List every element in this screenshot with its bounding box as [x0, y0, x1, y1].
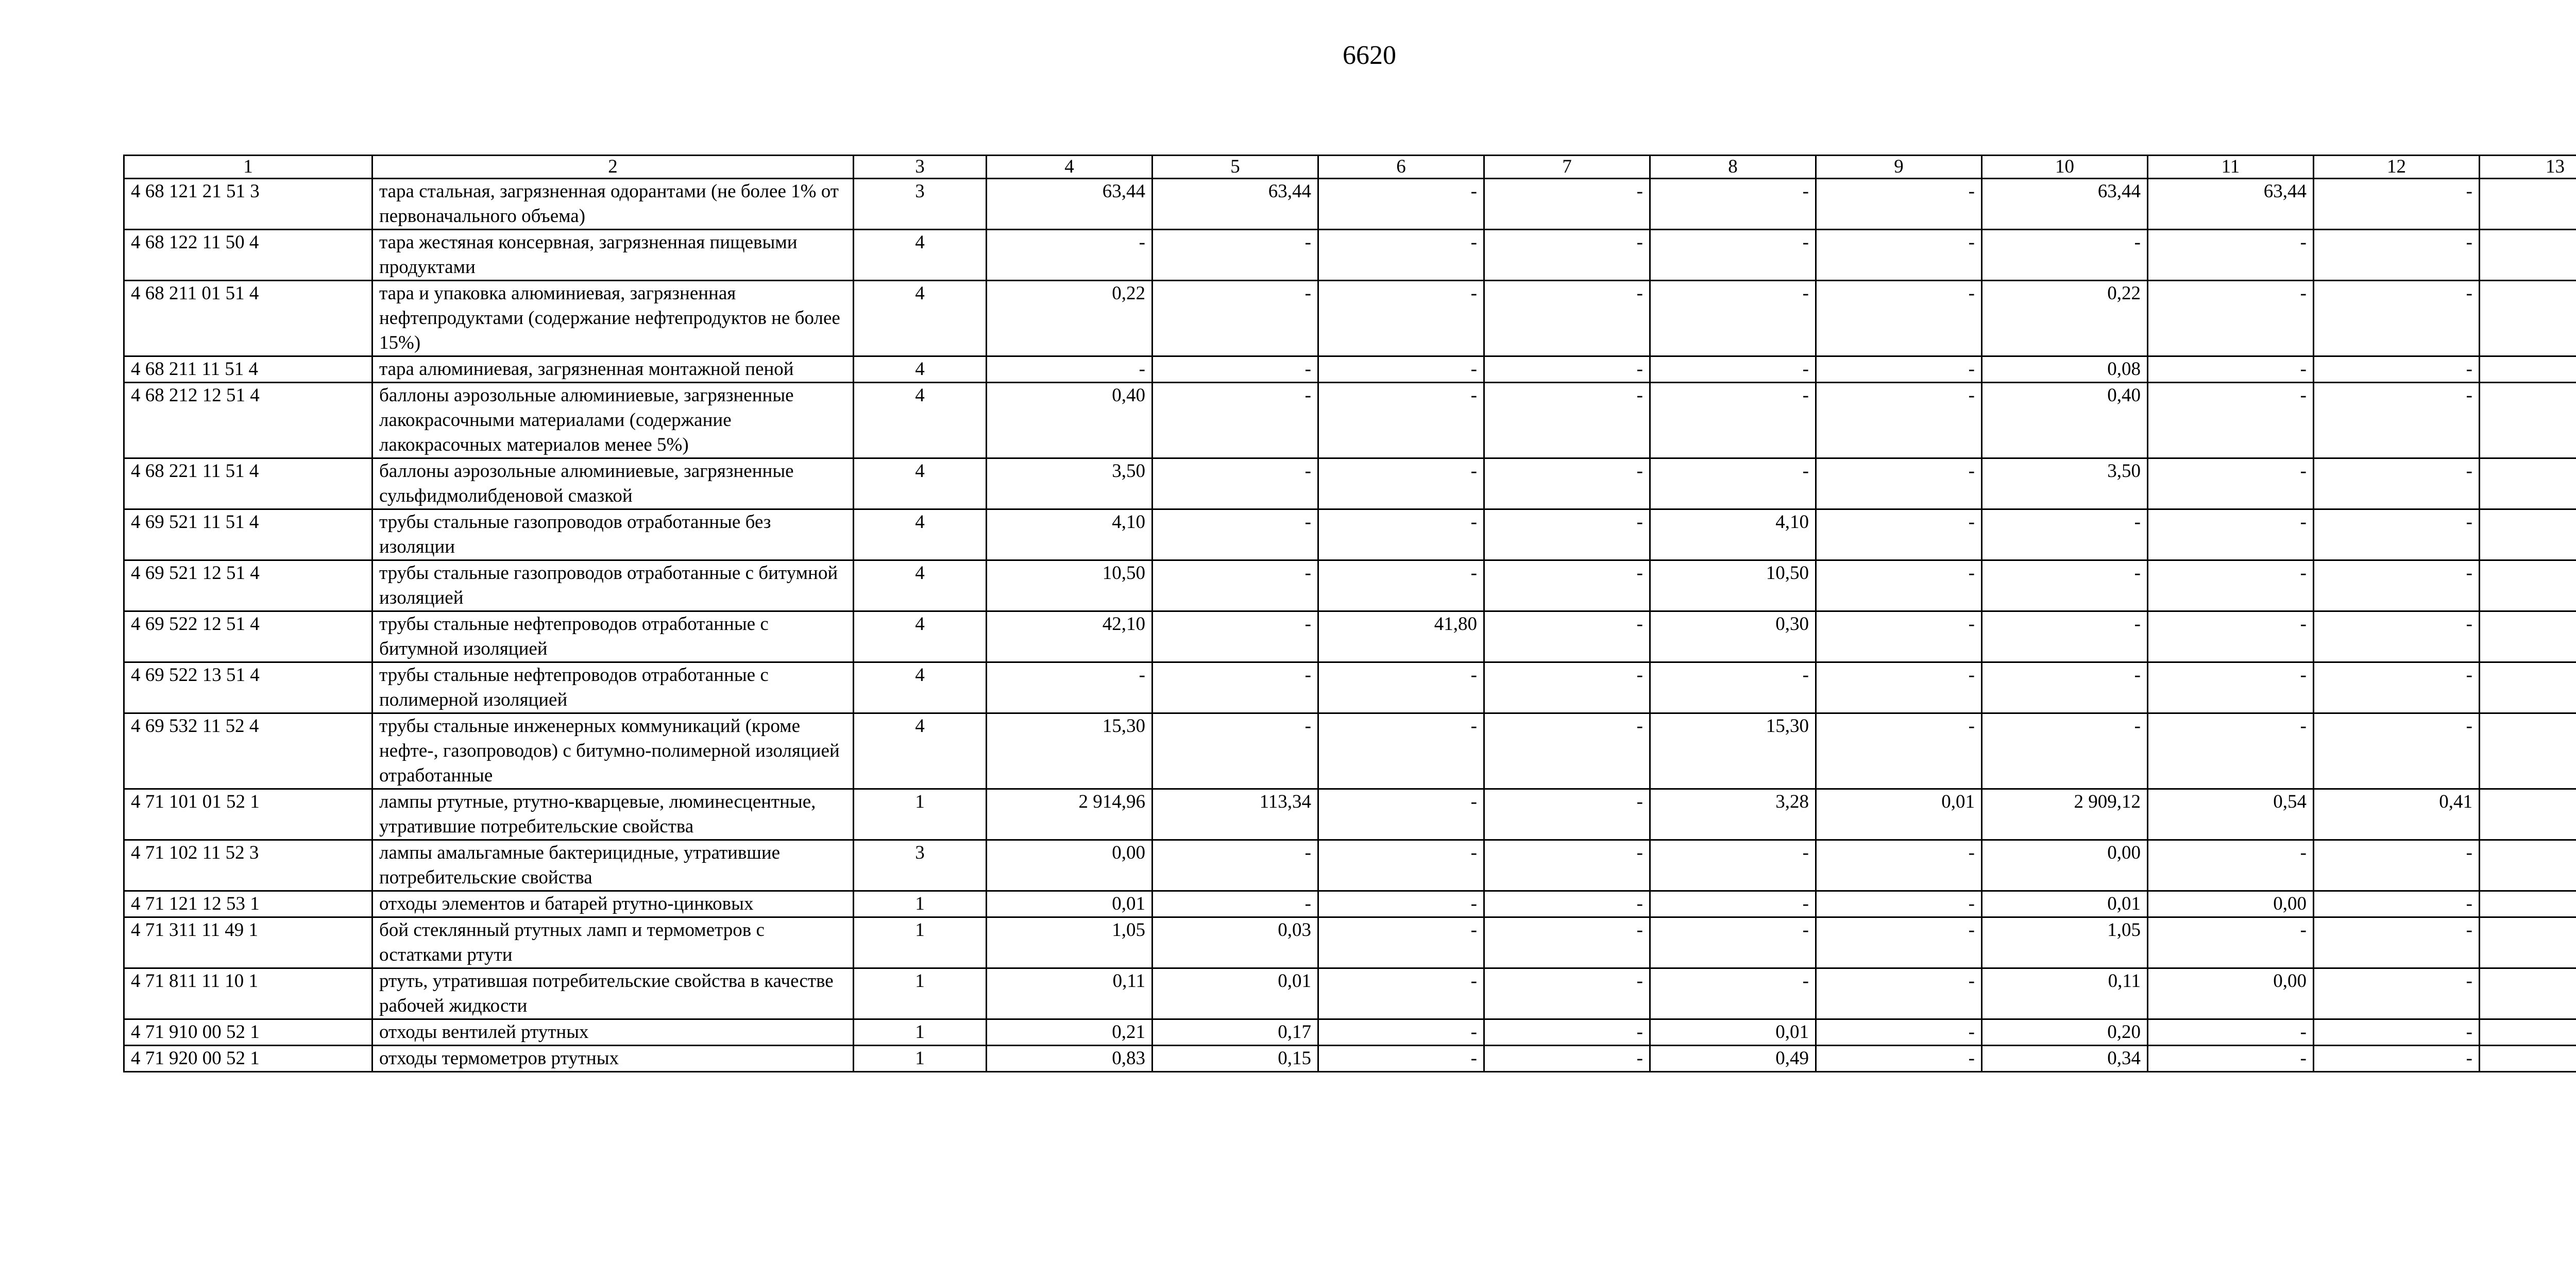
value-cell-col-9: - [1816, 891, 1982, 917]
value-cell-col-11: - [2148, 662, 2314, 713]
table-row [124, 662, 2576, 713]
value-cell-col-12: - [2314, 968, 2480, 1019]
value-cell-col-9: - [1816, 917, 1982, 968]
value-cell-col-8: - [1650, 281, 1816, 356]
value-cell-col-4: 15,30 [987, 713, 1153, 789]
table-row [124, 230, 2576, 281]
waste-code-cell: 4 69 532 11 52 4 [124, 713, 372, 789]
value-cell-col-6: - [1318, 281, 1484, 356]
waste-code-cell: 4 71 101 01 52 1 [124, 789, 372, 840]
value-cell-col-12: - [2314, 281, 2480, 356]
value-cell-col-12: - [2314, 560, 2480, 611]
value-cell-col-5: - [1153, 458, 1318, 509]
value-cell-col-4: 4,10 [987, 509, 1153, 560]
value-cell-col-9: - [1816, 968, 1982, 1019]
value-cell-col-8: - [1650, 356, 1816, 383]
value-cell-col-4: 0,21 [987, 1019, 1153, 1046]
value-cell-col-12: - [2314, 662, 2480, 713]
value-cell-col-4: 0,22 [987, 281, 1153, 356]
value-cell-col-12: - [2314, 179, 2480, 230]
value-cell-col-11: 0,54 [2148, 789, 2314, 840]
value-cell-col-7: - [1484, 789, 1650, 840]
waste-code-cell: 4 68 121 21 51 3 [124, 179, 372, 230]
value-cell-col-12: 0,41 [2314, 789, 2480, 840]
value-cell-col-13 [2480, 356, 2576, 383]
hazard-class-cell: 1 [854, 917, 987, 968]
value-cell-col-11: - [2148, 509, 2314, 560]
value-cell-col-13 [2480, 611, 2576, 662]
table-row [124, 891, 2576, 917]
value-cell-col-4: 3,50 [987, 458, 1153, 509]
value-cell-col-13 [2480, 789, 2576, 840]
waste-name-cell: ртуть, утратившая потребительские свойства в качестве рабочей жидкости [372, 968, 854, 1019]
value-cell-col-8: 0,01 [1650, 1019, 1816, 1046]
column-header-8: 8 [1650, 156, 1816, 179]
value-cell-col-8: 0,30 [1650, 611, 1816, 662]
column-header-1: 1 [124, 156, 372, 179]
value-cell-col-11: - [2148, 1046, 2314, 1072]
waste-code-cell: 4 69 521 11 51 4 [124, 509, 372, 560]
value-cell-col-7: - [1484, 611, 1650, 662]
value-cell-col-5: 63,44 [1153, 179, 1318, 230]
waste-name-cell: баллоны аэрозольные алюминиевые, загрязненные сульфидмолибденовой смазкой [372, 458, 854, 509]
value-cell-col-13 [2480, 179, 2576, 230]
value-cell-col-9: - [1816, 356, 1982, 383]
hazard-class-cell: 4 [854, 560, 987, 611]
column-header-12: 12 [2314, 156, 2480, 179]
value-cell-col-10: 0,08 [1982, 356, 2148, 383]
value-cell-col-6: - [1318, 509, 1484, 560]
value-cell-col-7: - [1484, 281, 1650, 356]
value-cell-col-10: 1,05 [1982, 917, 2148, 968]
value-cell-col-10: - [1982, 560, 2148, 611]
value-cell-col-8: - [1650, 230, 1816, 281]
value-cell-col-12: - [2314, 891, 2480, 917]
table-row [124, 917, 2576, 968]
value-cell-col-8: 15,30 [1650, 713, 1816, 789]
value-cell-col-11: - [2148, 560, 2314, 611]
column-header-10: 10 [1982, 156, 2148, 179]
value-cell-col-12: - [2314, 1046, 2480, 1072]
value-cell-col-7: - [1484, 383, 1650, 458]
value-cell-col-12: - [2314, 383, 2480, 458]
hazard-class-cell: 4 [854, 281, 987, 356]
hazard-class-cell: 4 [854, 611, 987, 662]
value-cell-col-8: - [1650, 383, 1816, 458]
value-cell-col-12: - [2314, 840, 2480, 891]
value-cell-col-8: - [1650, 891, 1816, 917]
value-cell-col-13 [2480, 891, 2576, 917]
hazard-class-cell: 4 [854, 662, 987, 713]
waste-name-cell: бой стеклянный ртутных ламп и термометров с остатками ртути [372, 917, 854, 968]
hazard-class-cell: 3 [854, 840, 987, 891]
value-cell-col-5: - [1153, 509, 1318, 560]
header-row [124, 156, 2576, 179]
column-header-9: 9 [1816, 156, 1982, 179]
waste-name-cell: трубы стальные нефтепроводов отработанные с битумной изоляцией [372, 611, 854, 662]
hazard-class-cell: 4 [854, 458, 987, 509]
hazard-class-cell: 1 [854, 891, 987, 917]
value-cell-col-6: - [1318, 1046, 1484, 1072]
value-cell-col-13 [2480, 917, 2576, 968]
value-cell-col-6: - [1318, 1019, 1484, 1046]
value-cell-col-10: 0,00 [1982, 840, 2148, 891]
value-cell-col-6: - [1318, 891, 1484, 917]
value-cell-col-4: 0,01 [987, 891, 1153, 917]
value-cell-col-6: - [1318, 560, 1484, 611]
hazard-class-cell: 1 [854, 1019, 987, 1046]
value-cell-col-12: - [2314, 230, 2480, 281]
waste-name-cell: отходы элементов и батарей ртутно-цинковых [372, 891, 854, 917]
value-cell-col-10: - [1982, 230, 2148, 281]
waste-code-cell: 4 68 212 12 51 4 [124, 383, 372, 458]
value-cell-col-9: - [1816, 1019, 1982, 1046]
value-cell-col-11: - [2148, 917, 2314, 968]
value-cell-col-6: - [1318, 840, 1484, 891]
value-cell-col-11: - [2148, 383, 2314, 458]
waste-code-cell: 4 68 211 01 51 4 [124, 281, 372, 356]
value-cell-col-5: 0,01 [1153, 968, 1318, 1019]
value-cell-col-9: 0,01 [1816, 789, 1982, 840]
waste-name-cell: трубы стальные газопроводов отработанные с битумной изоляцией [372, 560, 854, 611]
waste-name-cell: трубы стальные газопроводов отработанные без изоляции [372, 509, 854, 560]
waste-name-cell: баллоны аэрозольные алюминиевые, загрязненные лакокрасочными материалами (содержание лакокрасочных материалов менее 5%) [372, 383, 854, 458]
value-cell-col-11: 0,00 [2148, 891, 2314, 917]
value-cell-col-10: - [1982, 611, 2148, 662]
table-row [124, 179, 2576, 230]
value-cell-col-12: - [2314, 917, 2480, 968]
value-cell-col-7: - [1484, 356, 1650, 383]
value-cell-col-7: - [1484, 179, 1650, 230]
hazard-class-cell: 4 [854, 713, 987, 789]
value-cell-col-11: - [2148, 611, 2314, 662]
value-cell-col-7: - [1484, 1046, 1650, 1072]
value-cell-col-10: 3,50 [1982, 458, 2148, 509]
value-cell-col-12: - [2314, 356, 2480, 383]
value-cell-col-12: - [2314, 458, 2480, 509]
value-cell-col-11: - [2148, 713, 2314, 789]
value-cell-col-11: - [2148, 458, 2314, 509]
value-cell-col-10: 63,44 [1982, 179, 2148, 230]
column-header-5: 5 [1153, 156, 1318, 179]
value-cell-col-6: - [1318, 968, 1484, 1019]
table-row [124, 1046, 2576, 1072]
value-cell-col-7: - [1484, 509, 1650, 560]
value-cell-col-6: - [1318, 789, 1484, 840]
value-cell-col-7: - [1484, 713, 1650, 789]
value-cell-col-6: - [1318, 458, 1484, 509]
table-row [124, 1019, 2576, 1046]
waste-code-cell: 4 71 311 11 49 1 [124, 917, 372, 968]
waste-name-cell: трубы стальные нефтепроводов отработанные с полимерной изоляцией [372, 662, 854, 713]
value-cell-col-7: - [1484, 1019, 1650, 1046]
waste-code-cell: 4 68 122 11 50 4 [124, 230, 372, 281]
value-cell-col-10: 2 909,12 [1982, 789, 2148, 840]
value-cell-col-7: - [1484, 840, 1650, 891]
value-cell-col-6: - [1318, 917, 1484, 968]
waste-name-cell: отходы термометров ртутных [372, 1046, 854, 1072]
hazard-class-cell: 4 [854, 356, 987, 383]
value-cell-col-4: 0,11 [987, 968, 1153, 1019]
value-cell-col-6: - [1318, 383, 1484, 458]
value-cell-col-7: - [1484, 230, 1650, 281]
waste-name-cell: тара жестяная консервная, загрязненная пищевыми продуктами [372, 230, 854, 281]
table-header [124, 156, 2576, 179]
hazard-class-cell: 1 [854, 968, 987, 1019]
value-cell-col-11: - [2148, 281, 2314, 356]
value-cell-col-5: - [1153, 840, 1318, 891]
value-cell-col-8: - [1650, 179, 1816, 230]
value-cell-col-5: - [1153, 662, 1318, 713]
hazard-class-cell: 3 [854, 179, 987, 230]
value-cell-col-4: 0,00 [987, 840, 1153, 891]
value-cell-col-9: - [1816, 662, 1982, 713]
value-cell-col-11: - [2148, 356, 2314, 383]
waste-code-cell: 4 68 211 11 51 4 [124, 356, 372, 383]
waste-name-cell: тара алюминиевая, загрязненная монтажной пеной [372, 356, 854, 383]
value-cell-col-13 [2480, 383, 2576, 458]
table-row [124, 458, 2576, 509]
value-cell-col-4: 2 914,96 [987, 789, 1153, 840]
value-cell-col-10: 0,01 [1982, 891, 2148, 917]
column-header-13: 13 [2480, 156, 2576, 179]
table-row [124, 509, 2576, 560]
value-cell-col-12: - [2314, 713, 2480, 789]
value-cell-col-9: - [1816, 509, 1982, 560]
value-cell-col-13 [2480, 1019, 2576, 1046]
value-cell-col-8: - [1650, 662, 1816, 713]
value-cell-col-12: - [2314, 509, 2480, 560]
hazard-class-cell: 4 [854, 230, 987, 281]
waste-code-cell: 4 71 811 11 10 1 [124, 968, 372, 1019]
value-cell-col-13 [2480, 509, 2576, 560]
value-cell-col-10: 0,34 [1982, 1046, 2148, 1072]
value-cell-col-11: 63,44 [2148, 179, 2314, 230]
waste-code-cell: 4 69 522 12 51 4 [124, 611, 372, 662]
value-cell-col-13 [2480, 230, 2576, 281]
value-cell-col-13 [2480, 840, 2576, 891]
value-cell-col-13 [2480, 281, 2576, 356]
value-cell-col-4: - [987, 230, 1153, 281]
waste-code-cell: 4 71 102 11 52 3 [124, 840, 372, 891]
value-cell-col-9: - [1816, 1046, 1982, 1072]
value-cell-col-4: 0,83 [987, 1046, 1153, 1072]
value-cell-col-4: 10,50 [987, 560, 1153, 611]
value-cell-col-5: 0,15 [1153, 1046, 1318, 1072]
value-cell-col-4: - [987, 356, 1153, 383]
value-cell-col-8: 3,28 [1650, 789, 1816, 840]
value-cell-col-12: - [2314, 1019, 2480, 1046]
value-cell-col-6: 41,80 [1318, 611, 1484, 662]
value-cell-col-10: 0,20 [1982, 1019, 2148, 1046]
value-cell-col-5: - [1153, 891, 1318, 917]
column-header-3: 3 [854, 156, 987, 179]
value-cell-col-8: 4,10 [1650, 509, 1816, 560]
value-cell-col-12: - [2314, 611, 2480, 662]
value-cell-col-6: - [1318, 179, 1484, 230]
waste-code-cell: 4 68 221 11 51 4 [124, 458, 372, 509]
value-cell-col-10: - [1982, 509, 2148, 560]
waste-code-cell: 4 71 920 00 52 1 [124, 1046, 372, 1072]
value-cell-col-9: - [1816, 611, 1982, 662]
value-cell-col-9: - [1816, 383, 1982, 458]
waste-code-cell: 4 69 521 12 51 4 [124, 560, 372, 611]
value-cell-col-11: - [2148, 1019, 2314, 1046]
table-row [124, 383, 2576, 458]
value-cell-col-8: - [1650, 458, 1816, 509]
value-cell-col-4: 42,10 [987, 611, 1153, 662]
value-cell-col-7: - [1484, 662, 1650, 713]
hazard-class-cell: 1 [854, 1046, 987, 1072]
value-cell-col-10: 0,11 [1982, 968, 2148, 1019]
waste-name-cell: лампы ртутные, ртутно-кварцевые, люминесцентные, утратившие потребительские свойства [372, 789, 854, 840]
value-cell-col-5: - [1153, 611, 1318, 662]
column-header-4: 4 [987, 156, 1153, 179]
value-cell-col-11: - [2148, 840, 2314, 891]
waste-table [123, 155, 2576, 1072]
value-cell-col-5: 0,03 [1153, 917, 1318, 968]
table-row [124, 789, 2576, 840]
waste-name-cell: отходы вентилей ртутных [372, 1019, 854, 1046]
value-cell-col-13 [2480, 662, 2576, 713]
value-cell-col-13 [2480, 458, 2576, 509]
value-cell-col-6: - [1318, 662, 1484, 713]
value-cell-col-5: 113,34 [1153, 789, 1318, 840]
page-number: 6620 [1343, 41, 1396, 70]
table-row [124, 281, 2576, 356]
value-cell-col-9: - [1816, 179, 1982, 230]
value-cell-col-9: - [1816, 230, 1982, 281]
value-cell-col-5: - [1153, 560, 1318, 611]
table-body [124, 179, 2576, 1072]
value-cell-col-6: - [1318, 230, 1484, 281]
hazard-class-cell: 4 [854, 509, 987, 560]
value-cell-col-7: - [1484, 458, 1650, 509]
value-cell-col-9: - [1816, 713, 1982, 789]
value-cell-col-8: 10,50 [1650, 560, 1816, 611]
waste-name-cell: тара и упаковка алюминиевая, загрязненная нефтепродуктами (содержание нефтепродуктов не более 15%) [372, 281, 854, 356]
value-cell-col-5: - [1153, 281, 1318, 356]
column-header-2: 2 [372, 156, 854, 179]
value-cell-col-5: - [1153, 713, 1318, 789]
value-cell-col-9: - [1816, 840, 1982, 891]
waste-name-cell: лампы амальгамные бактерицидные, утратившие потребительские свойства [372, 840, 854, 891]
value-cell-col-11: - [2148, 230, 2314, 281]
value-cell-col-10: 0,22 [1982, 281, 2148, 356]
value-cell-col-13 [2480, 713, 2576, 789]
hazard-class-cell: 1 [854, 789, 987, 840]
value-cell-col-5: - [1153, 383, 1318, 458]
value-cell-col-6: - [1318, 713, 1484, 789]
table-row [124, 713, 2576, 789]
value-cell-col-7: - [1484, 968, 1650, 1019]
table-row [124, 968, 2576, 1019]
value-cell-col-8: 0,49 [1650, 1046, 1816, 1072]
waste-name-cell: трубы стальные инженерных коммуникаций (кроме нефте-, газопроводов) с битумно-полимерной изоляцией отработанные [372, 713, 854, 789]
table-row [124, 611, 2576, 662]
value-cell-col-10: - [1982, 662, 2148, 713]
value-cell-col-9: - [1816, 281, 1982, 356]
value-cell-col-11: 0,00 [2148, 968, 2314, 1019]
value-cell-col-9: - [1816, 560, 1982, 611]
value-cell-col-7: - [1484, 917, 1650, 968]
value-cell-col-10: 0,40 [1982, 383, 2148, 458]
value-cell-col-4: 1,05 [987, 917, 1153, 968]
column-header-6: 6 [1318, 156, 1484, 179]
waste-code-cell: 4 71 121 12 53 1 [124, 891, 372, 917]
value-cell-col-8: - [1650, 840, 1816, 891]
value-cell-col-8: - [1650, 917, 1816, 968]
value-cell-col-13 [2480, 968, 2576, 1019]
value-cell-col-10: - [1982, 713, 2148, 789]
waste-code-cell: 4 69 522 13 51 4 [124, 662, 372, 713]
value-cell-col-5: - [1153, 230, 1318, 281]
value-cell-col-8: - [1650, 968, 1816, 1019]
waste-code-cell: 4 71 910 00 52 1 [124, 1019, 372, 1046]
column-header-7: 7 [1484, 156, 1650, 179]
value-cell-col-9: - [1816, 458, 1982, 509]
table-row [124, 560, 2576, 611]
value-cell-col-6: - [1318, 356, 1484, 383]
waste-name-cell: тара стальная, загрязненная одорантами (не более 1% от первоначального объема) [372, 179, 854, 230]
value-cell-col-7: - [1484, 560, 1650, 611]
value-cell-col-5: - [1153, 356, 1318, 383]
value-cell-col-7: - [1484, 891, 1650, 917]
value-cell-col-4: 63,44 [987, 179, 1153, 230]
table-row [124, 356, 2576, 383]
column-header-11: 11 [2148, 156, 2314, 179]
hazard-class-cell: 4 [854, 383, 987, 458]
value-cell-col-13 [2480, 1046, 2576, 1072]
table-row [124, 840, 2576, 891]
value-cell-col-13 [2480, 560, 2576, 611]
value-cell-col-4: - [987, 662, 1153, 713]
value-cell-col-5: 0,17 [1153, 1019, 1318, 1046]
value-cell-col-4: 0,40 [987, 383, 1153, 458]
